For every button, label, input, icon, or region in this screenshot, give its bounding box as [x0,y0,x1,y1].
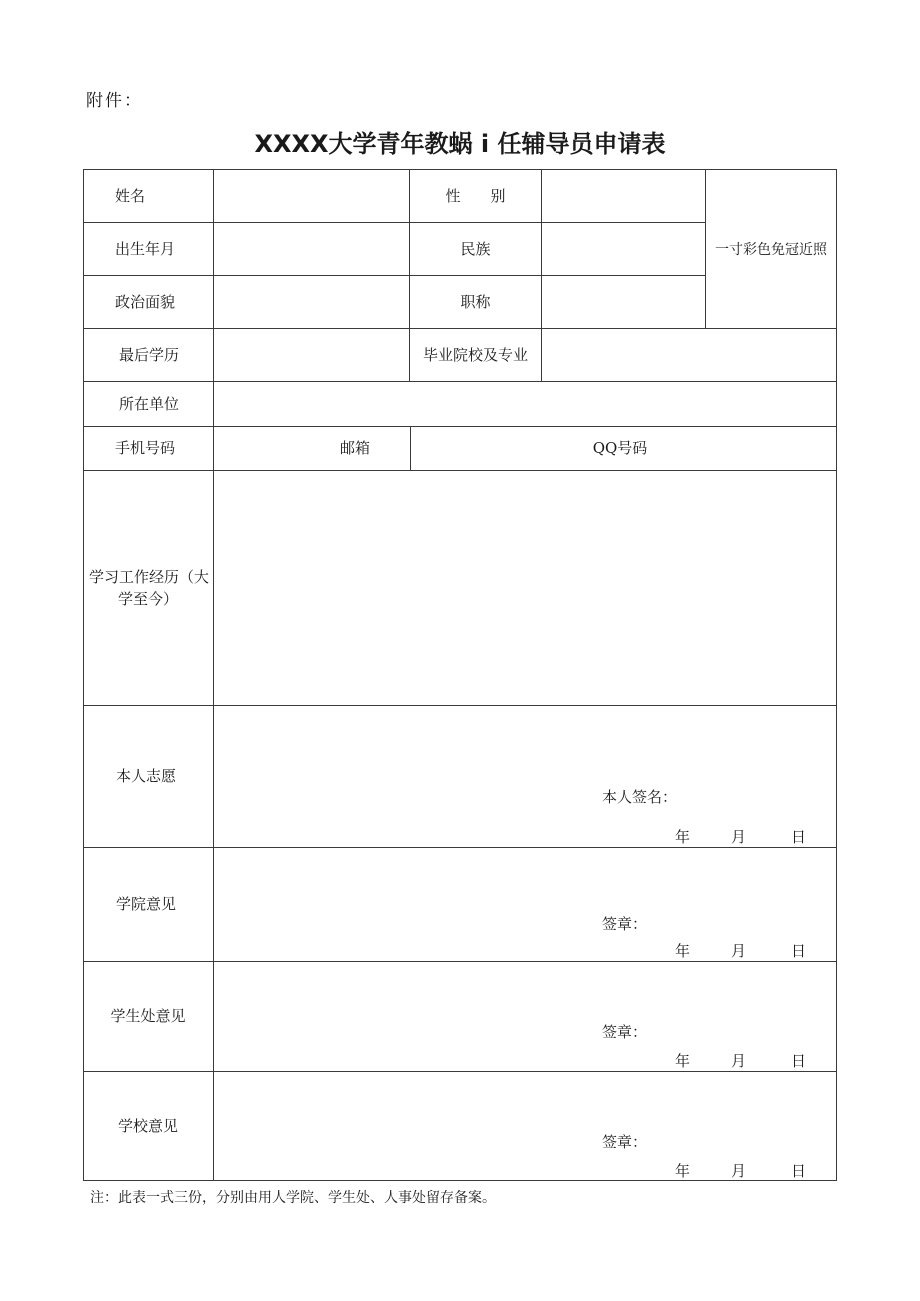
student-affairs-date-month: 月 [731,1052,747,1070]
political-status-label: 政治面貌 [114,293,175,311]
education-label: 最后学历 [118,346,179,364]
email-label: 邮箱 [340,439,371,457]
attachment-label: 附件： [86,91,143,111]
school-seal-label: 签章： [602,1133,648,1151]
wish-label: 本人志愿 [115,767,176,785]
college-date-day: 日 [791,942,807,960]
work-unit-label: 所在单位 [118,395,179,413]
name-label: 姓名 [114,187,145,205]
student-affairs-opinion-label: 学生处意见 [110,1007,186,1025]
college-seal-label: 签章： [602,915,648,933]
footnote: 注：此表一式三份，分别由用人学院、学生处、人事处留存备案。 [90,1190,496,1206]
wish-date-year: 年 [675,828,691,846]
experience-label-line-2: 学至今） [118,590,179,608]
student-affairs-date-day: 日 [791,1052,807,1070]
gender-label: 性 别 [445,187,506,205]
school-date-year: 年 [675,1162,691,1180]
job-title-label: 职称 [460,293,491,311]
college-opinion-label: 学院意见 [115,895,176,913]
experience-label [84,566,214,610]
birth-label: 出生年月 [114,240,175,258]
qq-label: QQ号码 [592,439,648,457]
school-date-month: 月 [731,1162,747,1180]
ethnicity-label: 民族 [460,240,491,258]
school-opinion-label: 学校意见 [117,1117,178,1135]
college-date-year: 年 [675,942,691,960]
school-major-label: 毕业院校及专业 [422,346,528,364]
wish-date-day: 日 [791,828,807,846]
photo-label: 一寸彩色免冠近照 [715,242,827,258]
school-date-day: 日 [791,1162,807,1180]
student-affairs-seal-label: 签章： [602,1023,648,1041]
phone-label: 手机号码 [114,439,175,457]
college-date-month: 月 [731,942,747,960]
student-affairs-date-year: 年 [675,1052,691,1070]
form-title: XXXX大学青年教蜗 i 任辅导员申请表 [254,130,666,158]
self-signature-label: 本人签名： [602,788,678,806]
wish-date-month: 月 [731,828,747,846]
experience-label-line-1: 学习工作经历（大 [88,568,209,586]
